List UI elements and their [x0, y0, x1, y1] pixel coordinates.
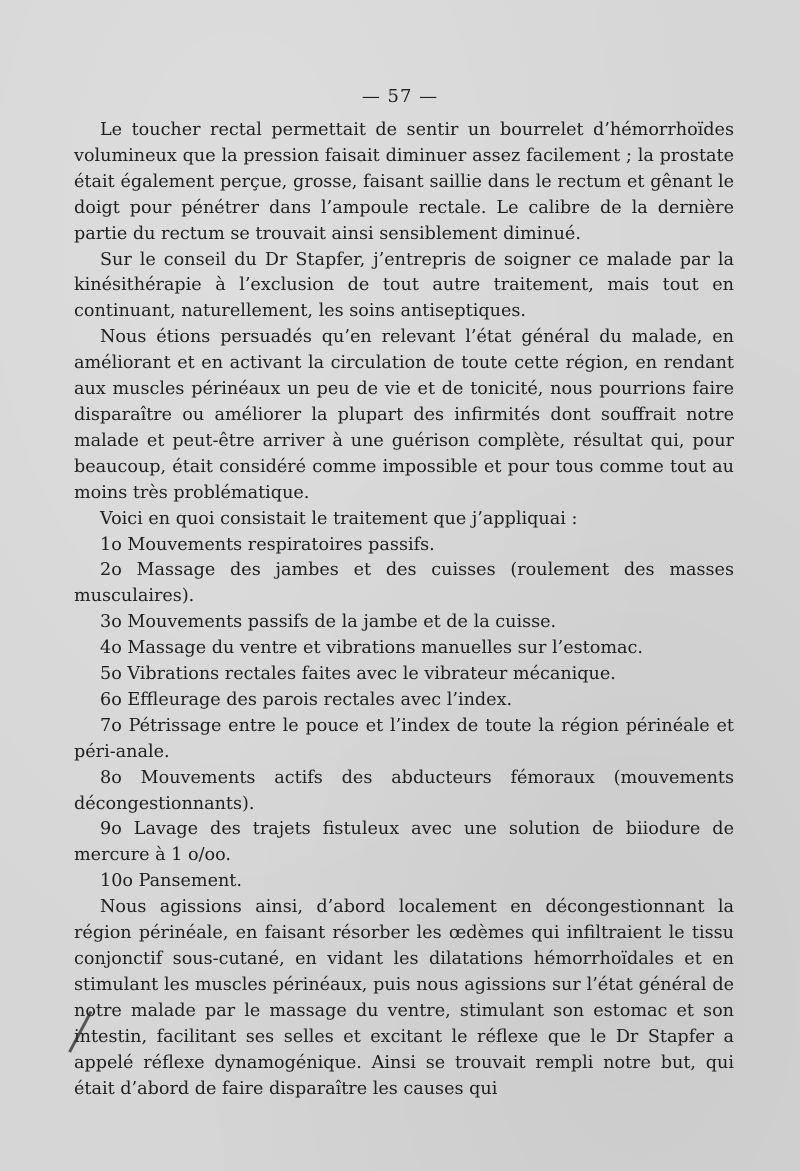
- list-item: 8o Mouvements actifs des abducteurs fémoraux (mouvements décongestionnants).: [74, 767, 734, 814]
- paragraph-treatment-choice: Sur le conseil du Dr Stapfer, j’entrepris de soigner ce malade par la kinésithérapie à l’exclusion de tout autre traitement, mais tout en continuant, naturellement, les soins antiseptiques.: [74, 249, 734, 322]
- paragraph-rectal-exam: Le toucher rectal permettait de sentir un bourrelet d’hémorrhoïdes volumineux que la pression faisait diminuer assez facilement ; la prostate était également perçue, grosse, faisant saillie dans le rectum et gênant le doigt pour pénétrer dans l’ampoule rectale. Le calibre de la dernière partie du rectum se trouvait ainsi sensiblement diminué.: [74, 120, 734, 244]
- list-item: 6o Effleurage des parois rectales avec l’index.: [100, 689, 513, 710]
- paragraph-method: Nous agissions ainsi, d’abord localement en décongestionnant la région périnéale, en faisant résorber les œdèmes qui infiltraient le tissu conjonctif sous-cutané, en vidant les dilatations hémorrhoïdales et en stimulant les muscles périnéaux, puis nous agissions sur l’état général de notre malade par le massage du ventre, stimulant son estomac et son intestin, facilitant ses selles et excitant le réflexe que le Dr Stapfer a appelé réflexe dynamogénique. Ainsi se trouvait rempli notre but, qui était d’abord de faire disparaître les causes qui: [74, 897, 734, 1099]
- list-item: 7o Pétrissage entre le pouce et l’index de toute la région périnéale et péri-anale.: [74, 715, 734, 762]
- page-number: — 57 —: [361, 86, 439, 107]
- paragraph-treatment-intro: Voici en quoi consistait le traitement que j’appliquai :: [100, 508, 578, 529]
- body-text: [74, 118, 734, 1102]
- paragraph-hypothesis: Nous étions persuadés qu’en relevant l’état général du malade, en améliorant et en activant la circulation de toute cette région, en rendant aux muscles périnéaux un peu de vie et de tonicité, nous pourrions faire disparaître ou améliorer la plupart des infirmités dont souffrait notre malade et peut-être arriver à une guérison complète, résultat qui, pour beaucoup, était considéré comme impossible et pour tous comme tout au moins très problématique.: [74, 327, 734, 503]
- list-item: 9o Lavage des trajets fistuleux avec une solution de biiodure de mercure à 1 o/oo.: [74, 819, 734, 866]
- list-item: 1o Mouvements respiratoires passifs.: [100, 534, 435, 555]
- list-item: 3o Mouvements passifs de la jambe et de la cuisse.: [100, 612, 557, 633]
- list-item: 10o Pansement.: [100, 871, 242, 892]
- list-item: 2o Massage des jambes et des cuisses (roulement des masses musculaires).: [74, 560, 734, 607]
- list-item: 4o Massage du ventre et vibrations manuelles sur l’estomac.: [100, 638, 643, 659]
- list-item: 5o Vibrations rectales faites avec le vibrateur mécanique.: [100, 664, 616, 685]
